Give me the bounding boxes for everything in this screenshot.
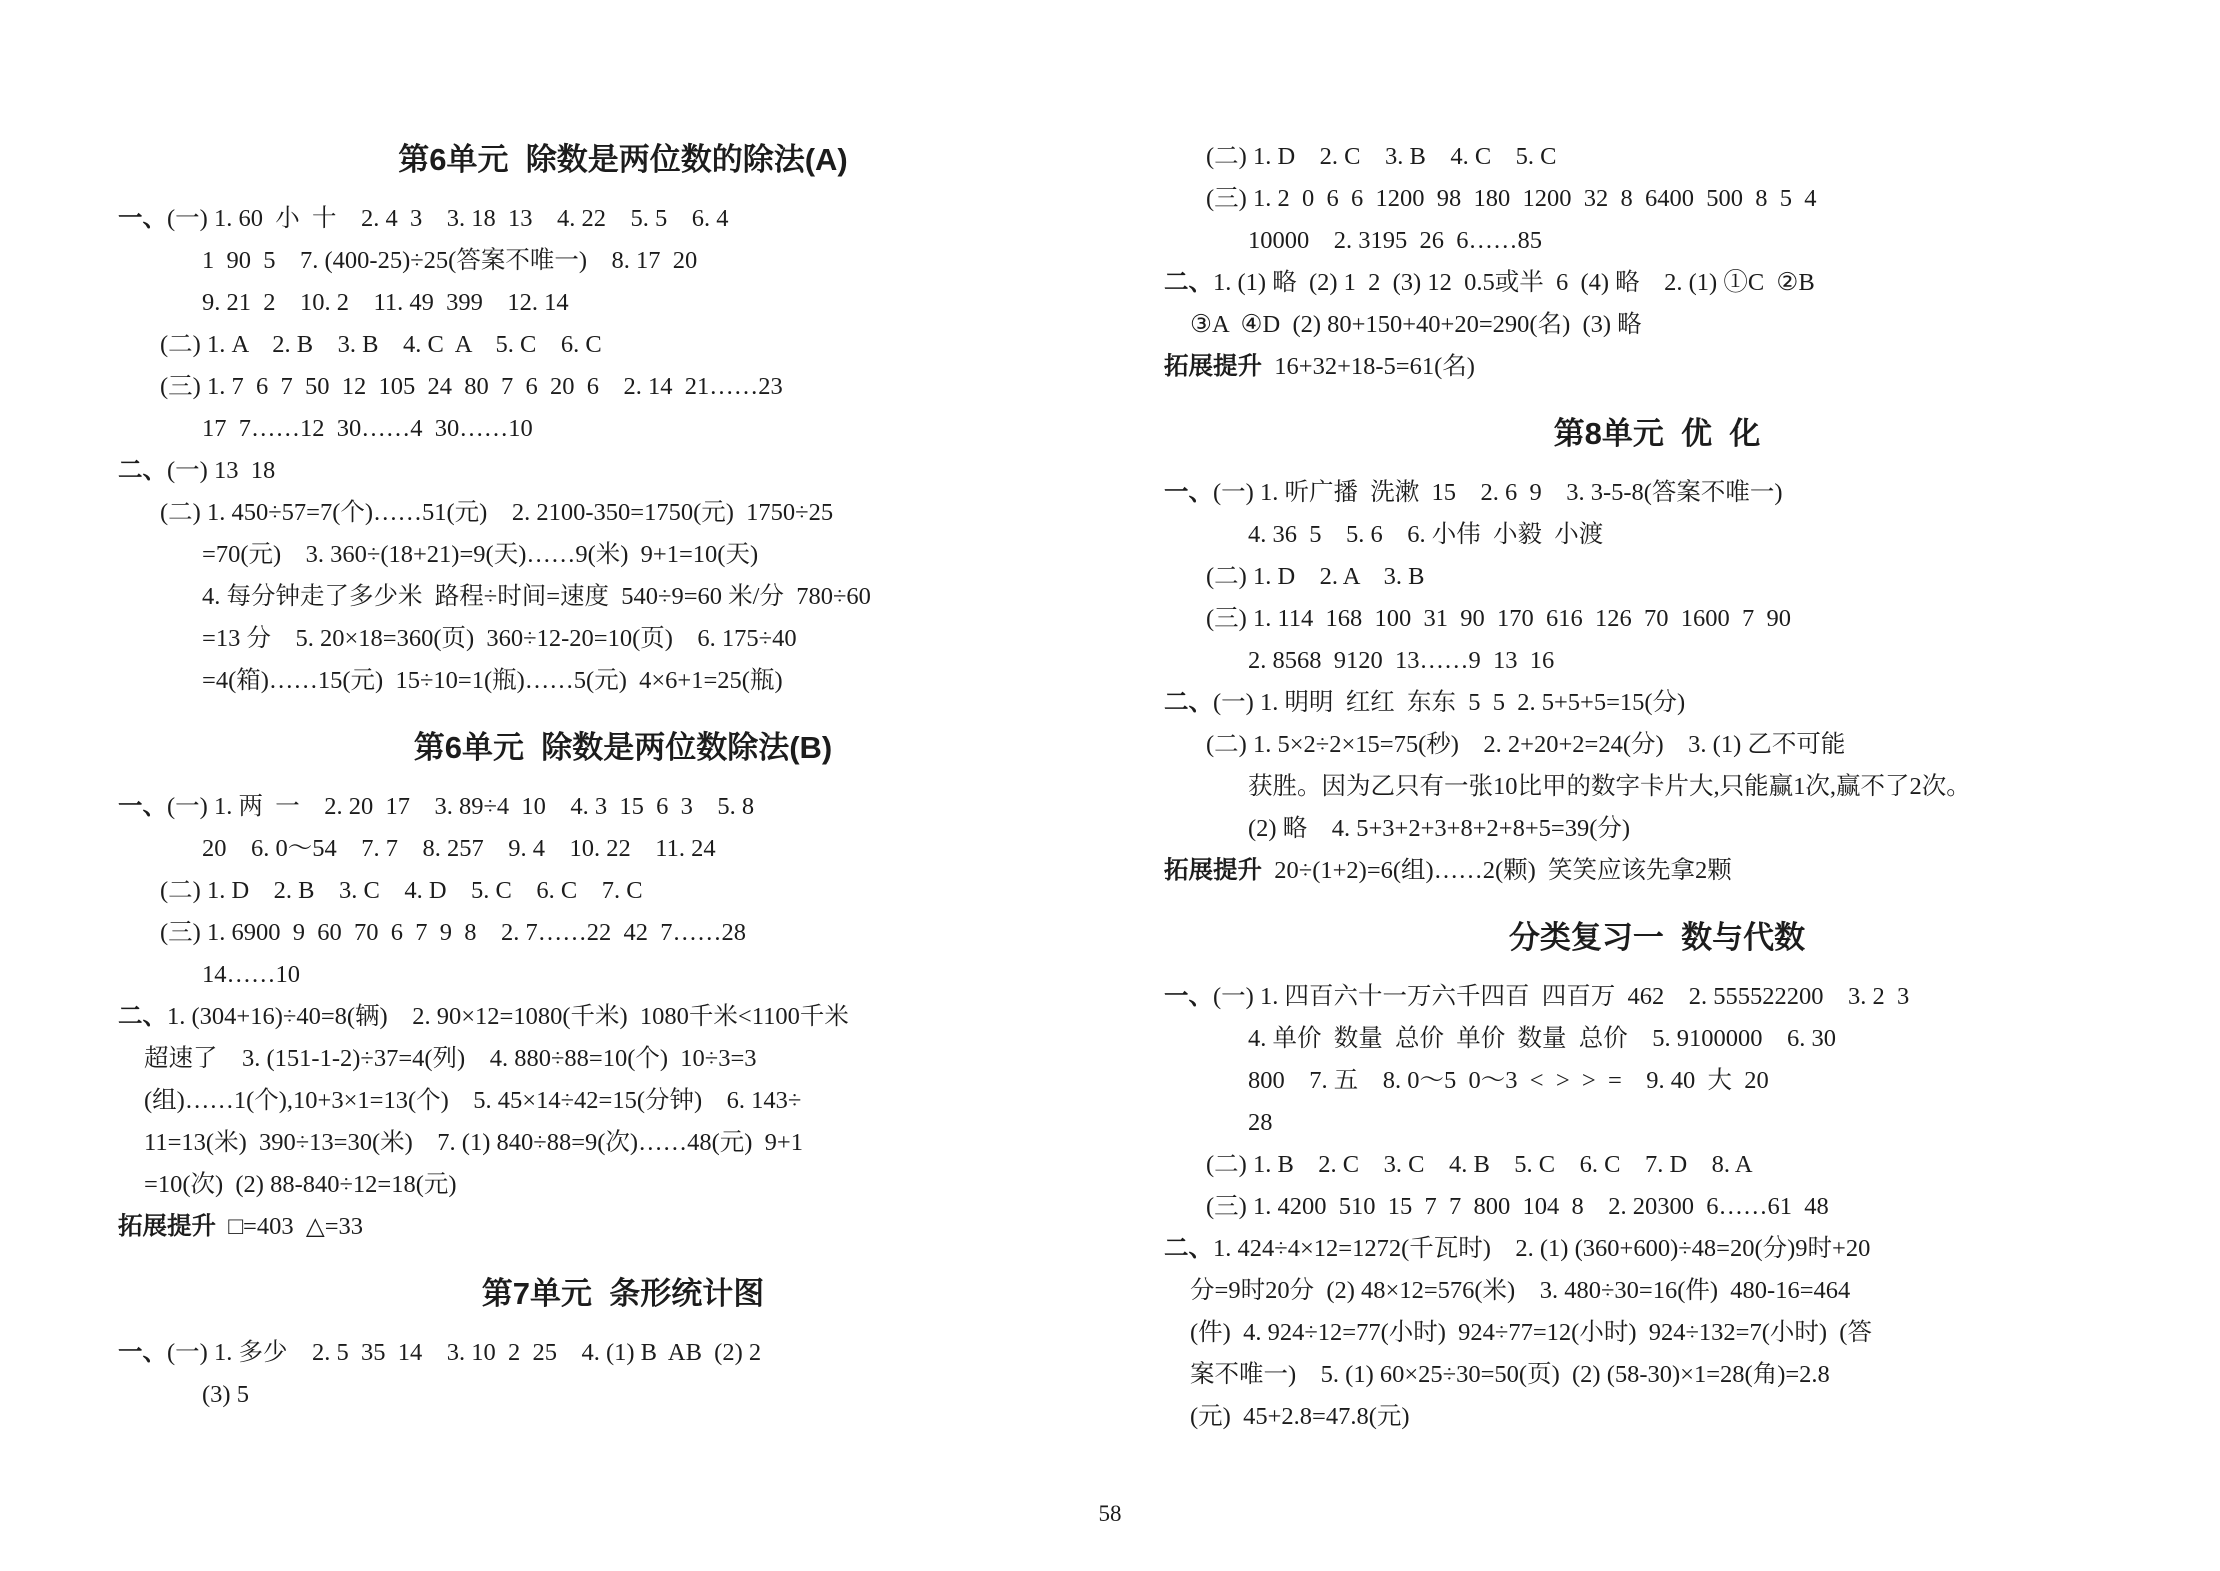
answer-line: 800 7. 五 8. 0～5 0～3 < > > = 9. 40 大 20 — [1248, 1067, 1769, 1094]
answer-line: =10(次) (2) 88-840÷12=18(元) — [144, 1171, 457, 1198]
page-columns — [118, 136, 2150, 1438]
answer-section — [1164, 914, 2150, 1438]
answer-section — [118, 1270, 1128, 1416]
answer-line: 14……10 — [202, 961, 300, 988]
item-marker: 一、 — [1164, 479, 1213, 506]
section-heading: 第6单元 除数是两位数的除法(A) — [398, 142, 848, 177]
answer-line: 一、(一) 1. 多少 2. 5 35 14 3. 10 2 25 4. (1) B AB (2) 2 — [118, 1339, 762, 1366]
answer-line: 二、(一) 13 18 — [118, 457, 276, 484]
answer-line: (二) 1. D 2. C 3. B 4. C 5. C — [1206, 143, 1557, 170]
answer-line: 一、(一) 1. 两 一 2. 20 17 3. 89÷4 10 4. 3 15 6 3 5. 8 — [118, 793, 755, 820]
answer-line: (组)……1(个),10+3×1=13(个) 5. 45×14÷42=15(分钟) 6. 143÷ — [144, 1087, 802, 1114]
answer-line: (2) 略 4. 5+3+2+3+8+2+8+5=39(分) — [1248, 815, 1631, 842]
answer-line: =13 分 5. 20×18=360(页) 360÷12-20=10(页) 6. 175÷40 — [202, 625, 797, 652]
answer-line: 二、1. (304+16)÷40=8(辆) 2. 90×12=1080(千米) 1080千米<1100千米 — [118, 1003, 849, 1030]
answer-line: 一、(一) 1. 听广播 洗漱 15 2. 6 9 3. 3-5-8(答案不唯一) — [1164, 479, 1783, 506]
answer-line: 9. 21 2 10. 2 11. 49 399 12. 14 — [202, 289, 569, 316]
item-marker: 拓展提升 — [118, 1213, 216, 1240]
answer-line: (二) 1. 450÷57=7(个)……51(元) 2. 2100-350=1750(元) 1750÷25 — [160, 499, 834, 526]
answer-line: (二) 1. D 2. B 3. C 4. D 5. C 6. C 7. C — [160, 877, 643, 904]
answer-line: (三) 1. 6900 9 60 70 6 7 9 8 2. 7……22 42 7……28 — [160, 919, 746, 946]
answer-line: (三) 1. 4200 510 15 7 7 800 104 8 2. 20300 6……61 48 — [1206, 1193, 1829, 1220]
section-heading: 分类复习一 数与代数 — [1508, 920, 1806, 955]
item-marker: 一、 — [118, 793, 167, 820]
answer-line: 20 6. 0～54 7. 7 8. 257 9. 4 10. 22 11. 24 — [202, 835, 716, 862]
answer-line: 一、(一) 1. 60 小 十 2. 4 3 3. 18 13 4. 22 5. 5 6. 4 — [118, 205, 729, 232]
answer-line: 4. 每分钟走了多少米 路程÷时间=速度 540÷9=60 米/分 780÷60 — [202, 583, 871, 610]
answer-line: 11=13(米) 390÷13=30(米) 7. (1) 840÷88=9(次)……48(元) 9+1 — [144, 1129, 803, 1156]
answer-line: ③A ④D (2) 80+150+40+20=290(名) (3) 略 — [1190, 311, 1642, 338]
answer-line: 二、1. 424÷4×12=1272(千瓦时) 2. (1) (360+600)÷48=20(分)9时+20 — [1164, 1235, 1871, 1262]
answer-line: 案不唯一) 5. (1) 60×25÷30=50(页) (2) (58-30)×1=28(角)=2.8 — [1190, 1361, 1830, 1388]
answer-line: 28 — [1248, 1109, 1273, 1136]
item-marker: 二、 — [1164, 269, 1213, 296]
left-column — [118, 136, 1128, 1438]
answer-line: (二) 1. D 2. A 3. B — [1206, 563, 1425, 590]
answer-line: 分=9时20分 (2) 48×12=576(米) 3. 480÷30=16(件) 480-16=464 — [1190, 1277, 1851, 1304]
answer-line: (3) 5 — [202, 1381, 249, 1408]
answer-line: =4(箱)……15(元) 15÷10=1(瓶)……5(元) 4×6+1=25(瓶) — [202, 667, 783, 694]
answer-section — [118, 724, 1128, 1248]
answer-line: 拓展提升 20÷(1+2)=6(组)……2(颗) 笑笑应该先拿2颗 — [1164, 857, 1732, 884]
item-marker: 二、 — [1164, 689, 1213, 716]
answer-line: (三) 1. 2 0 6 6 1200 98 180 1200 32 8 6400 500 8 5 4 — [1206, 185, 1817, 212]
answer-line: (件) 4. 924÷12=77(小时) 924÷77=12(小时) 924÷132=7(小时) (答 — [1190, 1319, 1872, 1346]
answer-line: 4. 36 5 5. 6 6. 小伟 小毅 小渡 — [1248, 521, 1604, 548]
answer-line: 10000 2. 3195 26 6……85 — [1248, 227, 1542, 254]
right-column — [1164, 136, 2150, 1438]
answer-line: (三) 1. 114 168 100 31 90 170 616 126 70 1600 7 90 — [1206, 605, 1792, 632]
section-heading: 第7单元 条形统计图 — [481, 1276, 765, 1311]
answer-line: (三) 1. 7 6 7 50 12 105 24 80 7 6 20 6 2. 14 21……23 — [160, 373, 783, 400]
answer-line: 拓展提升 □=403 △=33 — [118, 1213, 364, 1240]
item-marker: 一、 — [118, 1339, 167, 1366]
answer-line: 二、(一) 1. 明明 红红 东东 5 5 2. 5+5+5=15(分) — [1164, 689, 1686, 716]
answer-section — [1164, 136, 2150, 388]
item-marker: 拓展提升 — [1164, 353, 1262, 380]
answer-line: 拓展提升 16+32+18-5=61(名) — [1164, 353, 1475, 380]
item-marker: 一、 — [118, 205, 167, 232]
item-marker: 二、 — [1164, 1235, 1213, 1262]
answer-line: 2. 8568 9120 13……9 13 16 — [1248, 647, 1555, 674]
answer-line: 4. 单价 数量 总价 单价 数量 总价 5. 9100000 6. 30 — [1248, 1025, 1836, 1052]
answer-line: (二) 1. 5×2÷2×15=75(秒) 2. 2+20+2=24(分) 3. (1) 乙不可能 — [1206, 731, 1846, 758]
answer-line: (二) 1. A 2. B 3. B 4. C A 5. C 6. C — [160, 331, 602, 358]
answer-section — [1164, 410, 2150, 892]
answer-line: (元) 45+2.8=47.8(元) — [1190, 1403, 1410, 1430]
answer-line: =70(元) 3. 360÷(18+21)=9(天)……9(米) 9+1=10(天) — [202, 541, 759, 568]
answer-line: 1 90 5 7. (400-25)÷25(答案不唯一) 8. 17 20 — [202, 247, 698, 274]
answer-line: 17 7……12 30……4 30……10 — [202, 415, 533, 442]
item-marker: 拓展提升 — [1164, 857, 1262, 884]
answer-line: 一、(一) 1. 四百六十一万六千四百 四百万 462 2. 555522200 3. 2 3 — [1164, 983, 1910, 1010]
item-marker: 一、 — [1164, 983, 1213, 1010]
answer-line: 获胜。因为乙只有一张10比甲的数字卡片大,只能赢1次,赢不了2次。 — [1248, 773, 1971, 800]
section-heading: 第6单元 除数是两位数除法(B) — [413, 730, 833, 765]
answer-line: (二) 1. B 2. C 3. C 4. B 5. C 6. C 7. D 8. A — [1206, 1151, 1753, 1178]
answer-section — [118, 136, 1128, 702]
section-heading: 第8单元 优 化 — [1553, 416, 1761, 451]
item-marker: 二、 — [118, 457, 167, 484]
item-marker: 二、 — [118, 1003, 167, 1030]
answer-line: 超速了 3. (151-1-2)÷37=4(列) 4. 880÷88=10(个) 10÷3=3 — [144, 1045, 757, 1072]
answer-line: 二、1. (1) 略 (2) 1 2 (3) 12 0.5或半 6 (4) 略 2. (1) ①C ②B — [1164, 269, 1815, 296]
page-number: 58 — [1098, 1501, 1122, 1526]
